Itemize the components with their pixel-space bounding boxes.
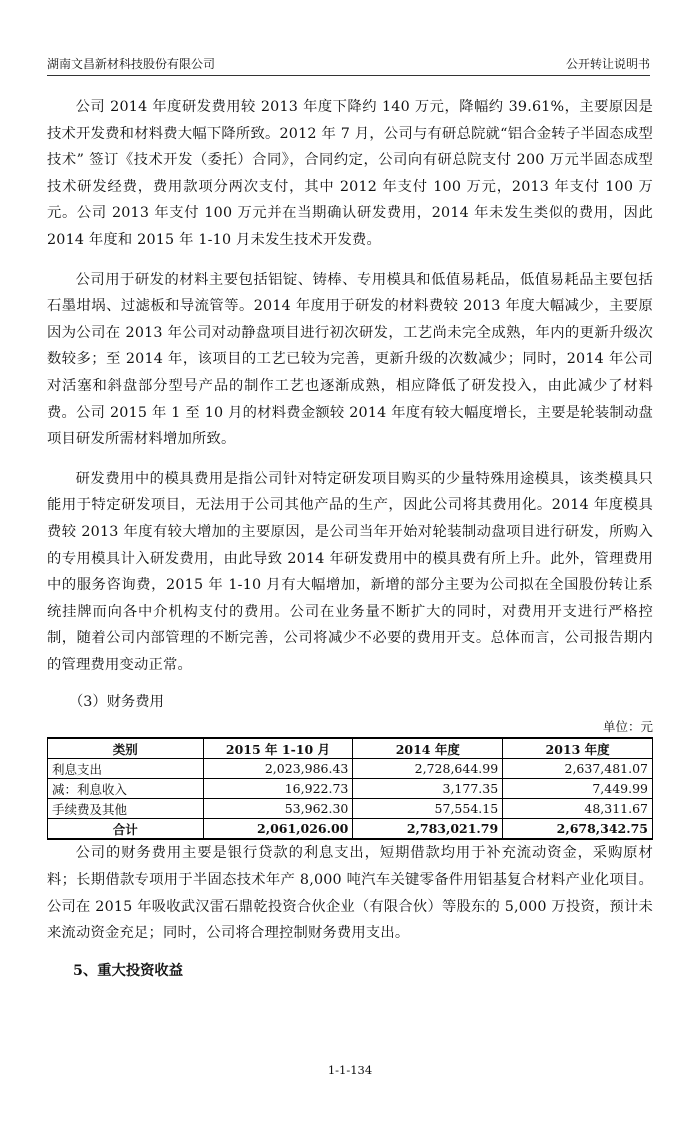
table-cell-category: 手续费及其他 [48,799,204,819]
table-row [48,799,653,819]
page-body [47,94,653,980]
table-cell-category: 利息支出 [48,759,204,779]
table-row [48,759,653,779]
table-cell: 53,962.30 [203,799,353,819]
table-total-row [48,819,653,840]
table-header-cell: 2014 年度 [353,738,503,759]
page-header [47,50,650,76]
paragraph-rd-materials: 公司用于研发的材料主要包括铝锭、铸棒、专用模具和低值易耗品，低值易耗品主要包括石墨坩埚、过滤板和导流管等。2014 年度用于研发的材料费较 2013 年度大幅减少，主要原因为公司在 2013 年公司对动静盘项目进行初次研发，工艺尚未完全成熟，年内的更新升级次数较多；至 2014 年，该项目的工艺已较为完善，更新升级的次数减少；同时，2014 年公司对活塞和斜盘部分型号产品的制作工艺也逐渐成熟，相应降低了研发投入，由此减少了材料费。公司 2015 年 1 至 10 月的材料费金额较 2014 年度有较大幅度增长，主要是轮装制动盘项目研发所需材料增加所致。 [47,271,653,448]
paragraph-mold-expense: 研发费用中的模具费用是指公司针对特定研发项目购买的少量特殊用途模具，该类模具只能用于特定研发项目，无法用于公司其他产品的生产，因此公司将其费用化。2014 年度模具费较 2013 年度有较大增加的主要原因，是公司当年开始对轮装制动盘项目进行研发，所购入的专用模具计入研发费用，由此导致 2014 年研发费用中的模具费有所上升。此外，管理费用中的服务咨询费，2015 年 1-10 月有大幅增加，新增的部分主要为公司拟在全国股份转让系统挂牌而向各中介机构支付的费用。公司在业务量不断扩大的同时，对费用开支进行严格控制，随着公司内部管理的不断完善，公司将减少不必要的费用开支。总体而言，公司报告期内的管理费用变动正常。 [47,470,653,673]
financial-expense-table [47,737,653,840]
table-cell-total-label: 合计 [48,819,204,840]
table-cell: 2,728,644.99 [353,759,503,779]
table-cell-total: 2,783,021.79 [353,819,503,840]
table-cell-total: 2,061,026.00 [203,819,353,840]
page-number: 1-1-134 [327,1063,373,1077]
table-cell: 57,554.15 [353,799,503,819]
table-cell: 48,311.67 [503,799,653,819]
table-header-cell: 2013 年度 [503,738,653,759]
table-header-cell: 2015 年 1-10 月 [203,738,353,759]
header-doc-title: 公开转让说明书 [565,57,650,71]
table-cell: 2,637,481.07 [503,759,653,779]
table-cell: 2,023,986.43 [203,759,353,779]
table-header-row [48,738,653,759]
subsection-title: （3）财务费用 [69,694,164,711]
header-company: 湖南文昌新材科技股份有限公司 [47,57,216,71]
table-row [48,779,653,799]
paragraph-financial-expense: 公司的财务费用主要是银行贷款的利息支出，短期借款均用于补充流动资金，采购原材料；长期借款专项用于半固态技术年产 8,000 吨汽车关键零备件用铝基复合材料产业化项目。公司在 2015 年吸收武汉雷石鼎乾投资合伙企业（有限合伙）等股东的 5,000 万投资，预计未来流动资金充足；同时，公司将合理控制财务费用支出。 [47,845,653,942]
unit-label: 单位：元 [602,719,653,735]
section-heading: 5、重大投资收益 [73,962,184,979]
table-cell-category: 减：利息收入 [48,779,204,799]
paragraph-rd-expense-decline: 公司 2014 年度研发费用较 2013 年度下降约 140 万元，降幅约 39.61%，主要原因是技术开发费和材料费大幅下降所致。2012 年 7 月，公司与有研总院就“铝合金转子半固态成型技术” 签订《技术开发（委托）合同》，合同约定，公司向有研总院支付 200 万元半固态成型技术研发经费，费用款项分两次支付，其中 2012 年支付 100 万元，2013 年支付 100 万元。公司 2013 年支付 100 万元并在当期确认研发费用，2014 年未发生类似的费用，因此 2014 年度和 2015 年 1-10 月未发生技术开发费。 [47,99,653,248]
table-cell-total: 2,678,342.75 [503,819,653,840]
table-header-cell: 类别 [48,738,204,759]
table-cell: 16,922.73 [203,779,353,799]
table-cell: 7,449.99 [503,779,653,799]
table-cell: 3,177.35 [353,779,503,799]
